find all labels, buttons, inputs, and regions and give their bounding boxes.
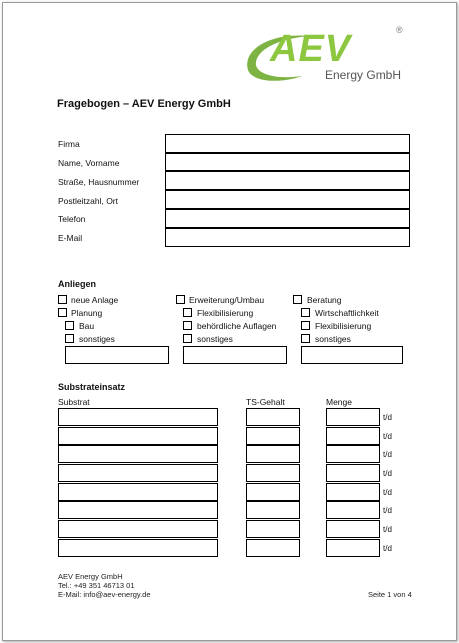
checkbox-sonstiges-1[interactable] xyxy=(65,334,74,343)
label-strasse: Straße, Hausnummer xyxy=(58,177,140,187)
checkbox-sonstiges-3[interactable] xyxy=(301,334,310,343)
input-ts-gehalt-7[interactable] xyxy=(246,520,300,538)
label-name: Name, Vorname xyxy=(58,158,120,168)
input-substrat-8[interactable] xyxy=(58,539,218,557)
input-email[interactable] xyxy=(165,228,410,247)
label-sonstiges-2: sonstiges xyxy=(197,334,233,344)
unit-label-5: t/d xyxy=(383,488,392,497)
unit-label-6: t/d xyxy=(383,506,392,515)
input-ts-gehalt-8[interactable] xyxy=(246,539,300,557)
checkbox-wirtschaftlichkeit[interactable] xyxy=(301,308,310,317)
label-behoerdliche-auflagen: behördliche Auflagen xyxy=(197,321,277,331)
input-substrat-2[interactable] xyxy=(58,427,218,445)
page-title: Fragebogen – AEV Energy GmbH xyxy=(57,98,231,110)
input-sonstiges-1[interactable] xyxy=(65,346,169,364)
input-name[interactable] xyxy=(165,153,410,171)
input-ts-gehalt-5[interactable] xyxy=(246,483,300,501)
footer-company: AEV Energy GmbH xyxy=(58,572,123,581)
unit-label-3: t/d xyxy=(383,450,392,459)
input-substrat-5[interactable] xyxy=(58,483,218,501)
input-menge-4[interactable] xyxy=(326,464,380,482)
unit-label-2: t/d xyxy=(383,432,392,441)
input-menge-7[interactable] xyxy=(326,520,380,538)
checkbox-planung[interactable] xyxy=(58,308,67,317)
input-menge-6[interactable] xyxy=(326,501,380,519)
input-substrat-6[interactable] xyxy=(58,501,218,519)
unit-label-8: t/d xyxy=(383,544,392,553)
label-beratung: Beratung xyxy=(307,295,342,305)
label-sonstiges-1: sonstiges xyxy=(79,334,115,344)
input-plz-ort[interactable] xyxy=(165,190,410,209)
input-menge-8[interactable] xyxy=(326,539,380,557)
input-ts-gehalt-6[interactable] xyxy=(246,501,300,519)
checkbox-erweiterung-umbau[interactable] xyxy=(176,295,185,304)
checkbox-flexibilisierung-1[interactable] xyxy=(183,308,192,317)
input-ts-gehalt-2[interactable] xyxy=(246,427,300,445)
label-email: E-Mail xyxy=(58,233,83,243)
input-sonstiges-2[interactable] xyxy=(183,346,287,364)
checkbox-behoerdliche-auflagen[interactable] xyxy=(183,321,192,330)
input-ts-gehalt-1[interactable] xyxy=(246,408,300,426)
footer-page-number: Seite 1 von 4 xyxy=(368,590,412,599)
checkbox-flexibilisierung-2[interactable] xyxy=(301,321,310,330)
column-header-substrat: Substrat xyxy=(58,397,90,407)
label-planung: Planung xyxy=(71,308,103,318)
label-flexibilisierung-1: Flexibilisierung xyxy=(197,308,254,318)
column-header-ts-gehalt: TS-Gehalt xyxy=(246,397,285,407)
input-substrat-4[interactable] xyxy=(58,464,218,482)
section-substrateinsatz: Substrateinsatz xyxy=(58,382,126,392)
unit-label-1: t/d xyxy=(383,413,392,422)
input-sonstiges-3[interactable] xyxy=(301,346,403,364)
checkbox-sonstiges-2[interactable] xyxy=(183,334,192,343)
unit-label-4: t/d xyxy=(383,469,392,478)
input-strasse[interactable] xyxy=(165,171,410,190)
checkbox-bau[interactable] xyxy=(65,321,74,330)
label-telefon: Telefon xyxy=(58,214,86,224)
label-bau: Bau xyxy=(79,321,95,331)
logo-tagline: Energy GmbH xyxy=(325,68,402,82)
input-ts-gehalt-4[interactable] xyxy=(246,464,300,482)
label-firma: Firma xyxy=(58,139,80,149)
input-substrat-1[interactable] xyxy=(58,408,218,426)
unit-label-7: t/d xyxy=(383,525,392,534)
label-neue-anlage: neue Anlage xyxy=(71,295,119,305)
label-flexibilisierung-2: Flexibilisierung xyxy=(315,321,372,331)
checkbox-neue-anlage[interactable] xyxy=(58,295,67,304)
input-ts-gehalt-3[interactable] xyxy=(246,445,300,463)
section-anliegen: Anliegen xyxy=(58,279,97,289)
label-erweiterung-umbau: Erweiterung/Umbau xyxy=(189,295,265,305)
checkbox-beratung[interactable] xyxy=(293,295,302,304)
input-menge-3[interactable] xyxy=(326,445,380,463)
column-header-menge: Menge xyxy=(326,397,352,407)
input-substrat-3[interactable] xyxy=(58,445,218,463)
label-plz-ort: Postleitzahl, Ort xyxy=(58,196,118,206)
input-substrat-7[interactable] xyxy=(58,520,218,538)
input-telefon[interactable] xyxy=(165,209,410,228)
footer-email: E-Mail: info@aev-energy.de xyxy=(58,590,151,599)
footer-tel: Tel.: +49 351 46713 01 xyxy=(58,581,135,590)
input-menge-2[interactable] xyxy=(326,427,380,445)
input-menge-1[interactable] xyxy=(326,408,380,426)
label-wirtschaftlichkeit: Wirtschaftlichkeit xyxy=(315,308,379,318)
input-firma[interactable] xyxy=(165,134,410,153)
label-sonstiges-3: sonstiges xyxy=(315,334,351,344)
logo-brand: AEV xyxy=(270,28,352,70)
logo-registered-mark: ® xyxy=(396,25,403,35)
input-menge-5[interactable] xyxy=(326,483,380,501)
